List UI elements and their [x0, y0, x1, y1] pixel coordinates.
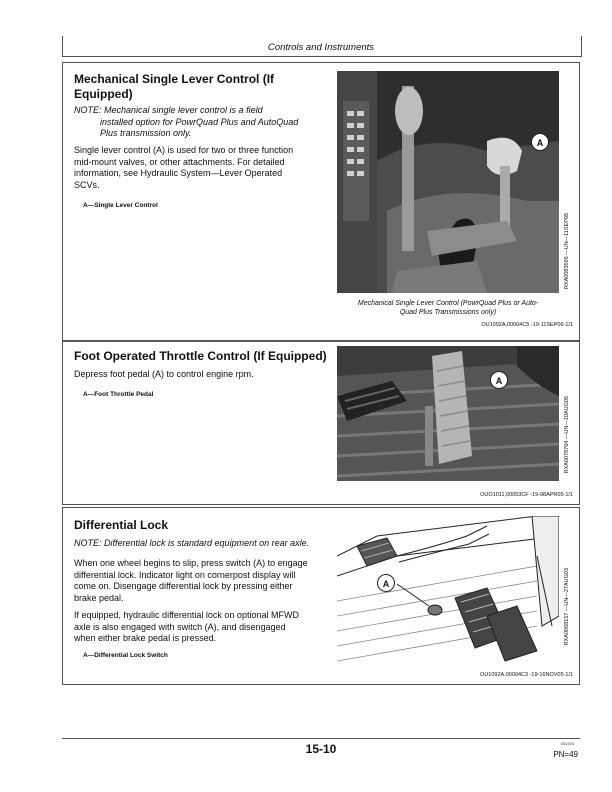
image-reference: RXA0068157 —UN—27AUG03: [564, 568, 570, 646]
body-line: information, see Hydraulic System—Lever Operated: [74, 168, 283, 178]
body-line: When one wheel begins to slip, press switch (A) to engage: [74, 558, 308, 568]
legend: A—Foot Throttle Pedal: [83, 391, 154, 398]
legend: A—Differential Lock Switch: [83, 652, 168, 659]
callout-a: A: [531, 133, 549, 151]
body-line: mid-mount valves, or other attachments. For detailed: [74, 156, 285, 167]
note-line: Plus transmission only.: [100, 128, 192, 138]
caption-line: Quad Plus Transmissions only): [399, 309, 497, 316]
image-reference: RXA0078764 —UN—10AUG05: [564, 396, 570, 474]
section-title: Differential Lock: [74, 518, 169, 532]
body-paragraph: [74, 558, 308, 604]
callout-a: A: [377, 574, 395, 592]
image-reference: RXA0083595 —UN—11SEP05: [564, 213, 570, 290]
footer-rule: [62, 738, 580, 739]
legend: A—Single Lever Control: [83, 202, 158, 209]
section-reference-code: OU1092A,00004C3 -19-16NOV05-1/1: [480, 672, 573, 678]
header-title: Controls and Instruments: [267, 42, 375, 53]
differential-lock-illustration: [337, 516, 559, 666]
note-line: NOTE: Differential lock is standard equipment on rear axle.: [74, 538, 310, 548]
body-paragraph: [74, 369, 254, 381]
callout-a: A: [490, 371, 508, 389]
page-number: 15-10: [305, 742, 337, 756]
section-title: [74, 72, 274, 102]
differential-lock-drawing: [337, 516, 559, 666]
section-differential-lock: [62, 507, 580, 685]
section-title: Foot Operated Throttle Control (If Equipped): [74, 349, 327, 363]
body-line: If equipped, hydraulic differential lock on optional MFWD: [74, 610, 299, 620]
section-foot-throttle: [62, 340, 580, 505]
single-lever-photo: [337, 71, 559, 293]
note: [74, 105, 298, 140]
note-line: NOTE: Mechanical single lever control is a field: [74, 105, 263, 115]
section-title-line: Mechanical Single Lever Control (If: [74, 72, 275, 86]
body-line: brake pedal.: [74, 592, 124, 603]
throttle-pedal-photo: [337, 346, 559, 481]
body-line: Single lever control (A) is used for two or three function: [74, 145, 294, 155]
body-line: differential lock. Indicator light on cornerpost display will: [74, 569, 296, 580]
pn-number: PN=49: [553, 750, 578, 759]
body-paragraph: [74, 610, 299, 645]
body-paragraph: [74, 145, 293, 191]
body-line: SCVs.: [74, 179, 100, 190]
section-title-line: Equipped): [74, 87, 133, 101]
note: [74, 538, 309, 550]
section-single-lever-control: [62, 62, 580, 342]
note-line: installed option for PowrQuad Plus and AutoQuad: [100, 116, 299, 127]
body-line: when either brake pedal is pressed.: [74, 633, 217, 643]
throttle-pedal-illustration: [337, 346, 559, 481]
footer-code: 081505: [560, 741, 574, 746]
section-reference-code: OU1092A,00004C5 -19-11SEP06-1/1: [481, 322, 573, 328]
caption-line: Mechanical Single Lever Control (PowrQuad Plus or Auto-: [357, 300, 539, 307]
image-caption: [337, 299, 559, 317]
single-lever-illustration: [337, 71, 559, 293]
body-line: axle is also engaged with switch (A), and disengaged: [74, 621, 286, 632]
body-line: come on. Disengage differential lock by pressing either: [74, 581, 293, 591]
section-reference-code: OUO1011,00053CF -19-08APR05-1/1: [480, 492, 573, 498]
body-line: Depress foot pedal (A) to control engine rpm.: [74, 369, 254, 379]
